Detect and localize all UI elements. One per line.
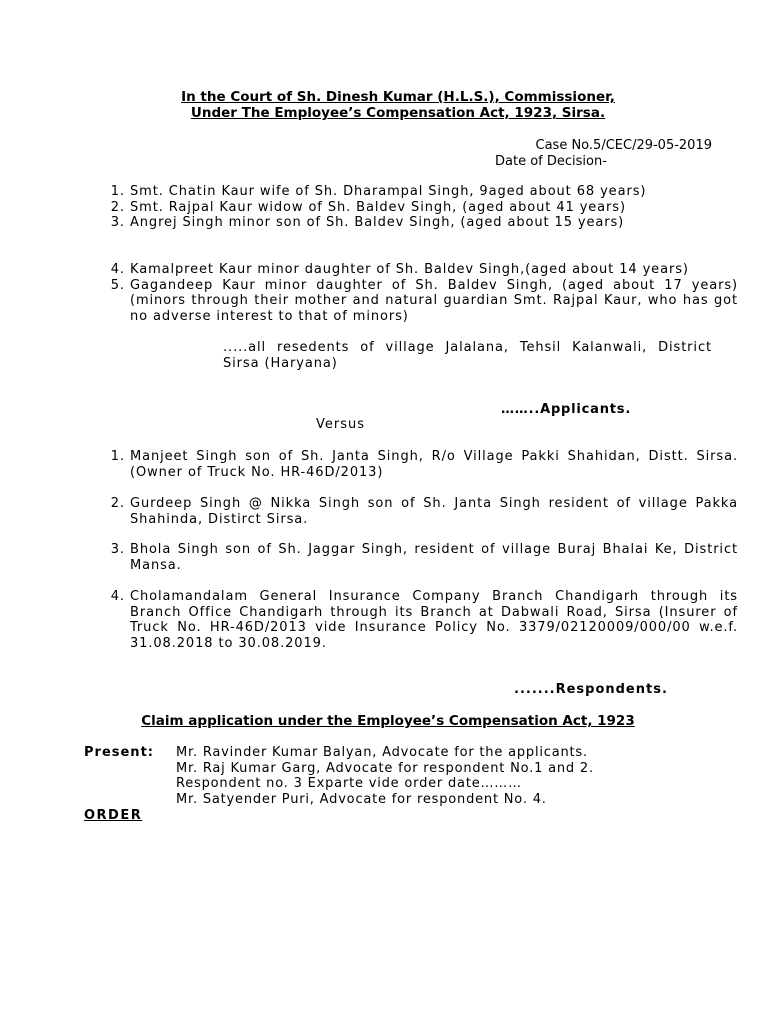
- applicant-item: 2. Smt. Rajpal Kaur widow of Sh. Baldev Singh, (aged about 41 years): [130, 200, 738, 216]
- respondent-item: 3. Bhola Singh son of Sh. Jaggar Singh, resident of village Buraj Bhalai Ke, District Mansa.: [130, 542, 738, 573]
- case-number: Case No.5/CEC/29-05-2019: [535, 138, 712, 153]
- respondent-item: 4. Cholamandalam General Insurance Company Branch Chandigarh through its Branch Office Chandigarh through its Branch at Dabwali Road, Sirsa (Insurer of Truck No. HR-46D/2013 vide Insurance Policy No. 3379/02120009/000/00 w.e.f. 31.08.2018 to 30.08.2019.: [130, 589, 738, 651]
- claim-heading: Claim application under the Employee’s Compensation Act, 1923: [141, 713, 635, 729]
- residence-note: .....all resedents of village Jalalana, Tehsil Kalanwali, District Sirsa (Haryana): [223, 340, 712, 371]
- applicant-item: 4. Kamalpreet Kaur minor daughter of Sh. Baldev Singh,(aged about 14 years): [130, 262, 738, 278]
- court-title-line1: In the Court of Sh. Dinesh Kumar (H.L.S.), Commissioner,: [181, 89, 615, 105]
- order-heading: ORDER: [84, 808, 143, 823]
- date-of-decision: Date of Decision-: [495, 154, 607, 169]
- applicants-list-1: [104, 184, 738, 231]
- applicants-list-2: [104, 262, 738, 324]
- applicant-item: 3. Angrej Singh minor son of Sh. Baldev Singh, (aged about 15 years): [130, 215, 738, 231]
- present-line: Mr. Raj Kumar Garg, Advocate for respondent No.1 and 2.: [176, 760, 594, 776]
- respondent-item: 1. Manjeet Singh son of Sh. Janta Singh, R/o Village Pakki Shahidan, Distt. Sirsa. (Owner of Truck No. HR-46D/2013): [130, 449, 738, 480]
- respondents-label: .......Respondents.: [514, 682, 668, 697]
- present-lines: [176, 745, 594, 807]
- respondent-item-1: [104, 449, 738, 480]
- respondent-item-3: [104, 542, 738, 573]
- present-line: Mr. Ravinder Kumar Balyan, Advocate for the applicants.: [176, 745, 588, 760]
- respondent-item-2: [104, 496, 738, 527]
- court-title-line2: Under The Employee’s Compensation Act, 1923, Sirsa.: [190, 105, 606, 121]
- applicant-item: 1. Smt. Chatin Kaur wife of Sh. Dharampal Singh, 9aged about 68 years): [130, 184, 738, 200]
- versus-label: Versus: [316, 417, 366, 432]
- present-line: Mr. Satyender Puri, Advocate for respondent No. 4.: [176, 791, 547, 807]
- applicant-item: 5. Gagandeep Kaur minor daughter of Sh. Baldev Singh, (aged about 17 years)(minors through their mother and natural guardian Smt. Rajpal Kaur, who has got no adverse interest to that of minors): [130, 278, 738, 325]
- present-line: Respondent no. 3 Exparte vide order date………: [176, 776, 522, 791]
- respondent-item: 2. Gurdeep Singh @ Nikka Singh son of Sh. Janta Singh resident of village Pakka Shahinda, Distirct Sirsa.: [130, 496, 738, 527]
- respondent-item-4: [104, 589, 738, 651]
- present-label: Present:: [84, 745, 154, 760]
- applicants-label: ……..Applicants.: [501, 402, 632, 417]
